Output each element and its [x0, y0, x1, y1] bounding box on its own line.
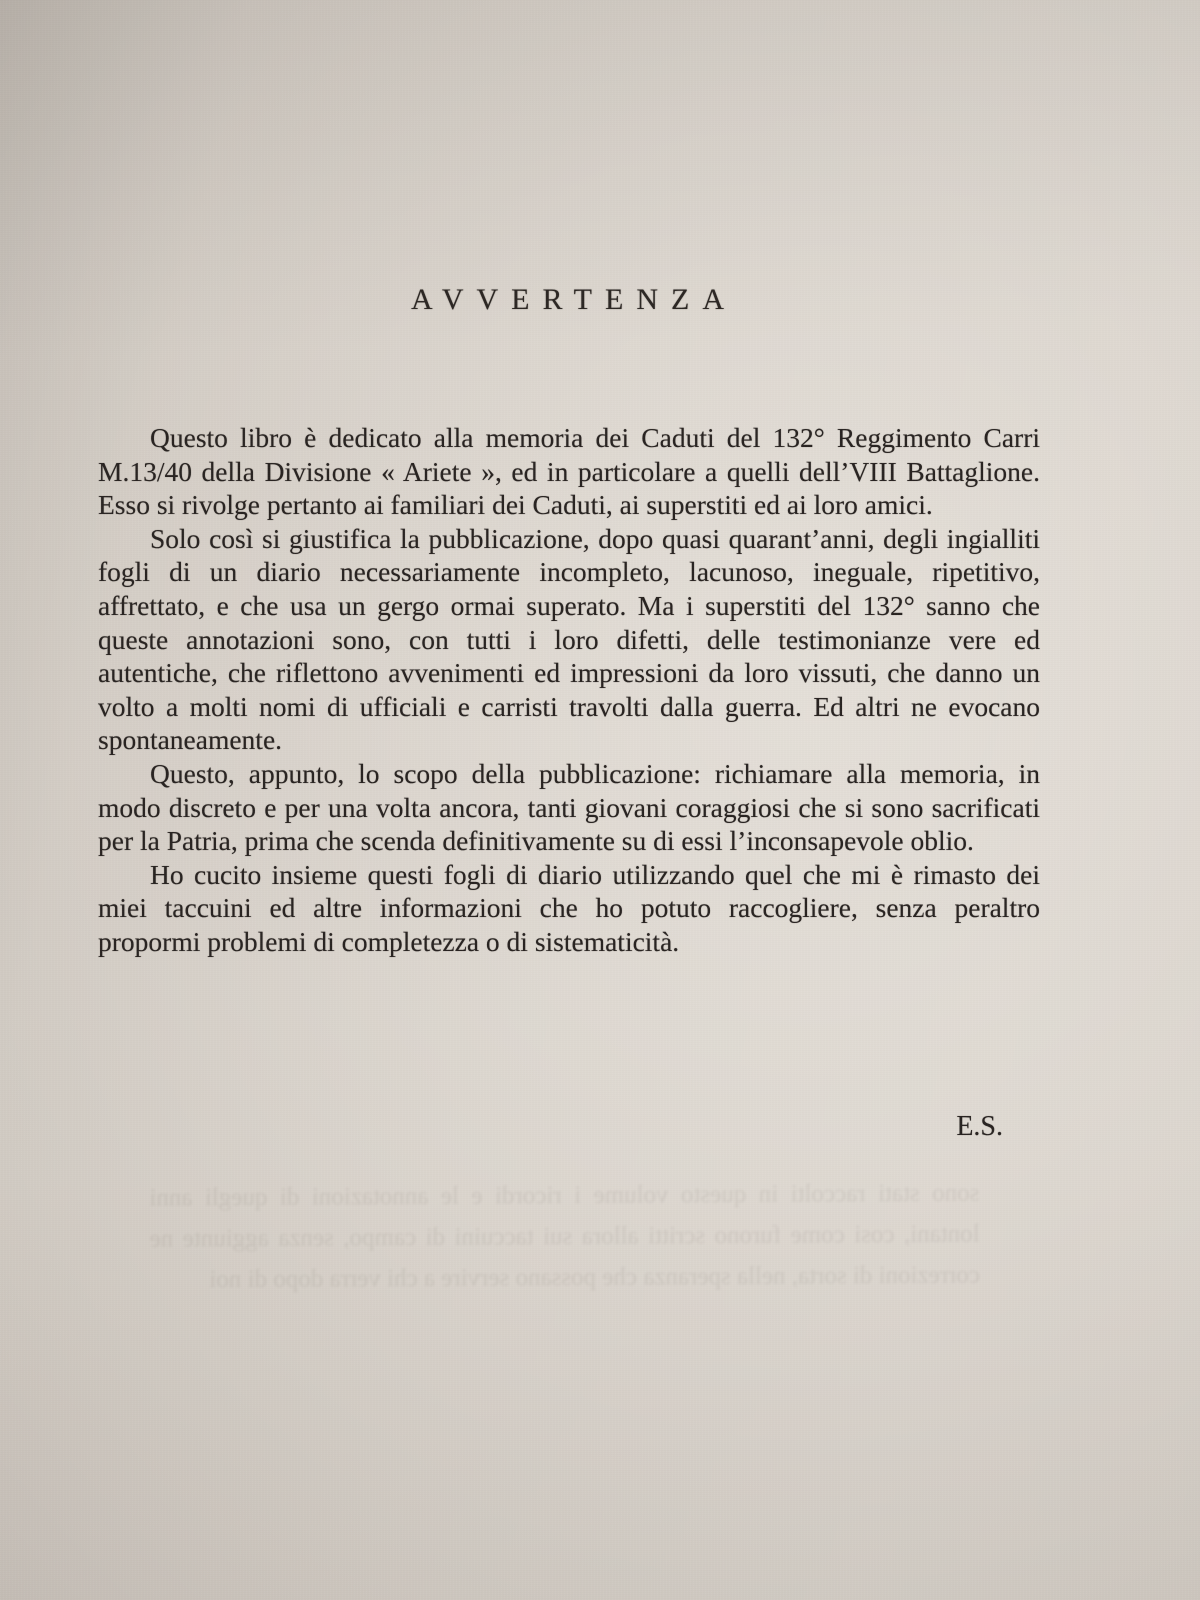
author-initials: E.S.	[956, 1111, 1003, 1142]
paragraph-2: Solo così si giustifica la pubblicazione, dopo quasi quarant’anni, degli ingialliti fogli di un diario necessariamente incompleto, lacunoso, ineguale, ripetitivo, affrettato, e che usa un gergo ormai superato. Ma i superstiti del 132° sanno che queste annotazioni sono, con tutti i loro difetti, delle testimonianze vere ed autentiche, che riflettono avvenimenti ed impressioni da loro vissuti, che danno un volto a molti nomi di ufficiali e carristi travolti dalla guerra. Ed altri ne evocano spontaneamente.	[98, 522, 1040, 756]
paragraph-1: Questo libro è dedicato alla memoria dei Caduti del 132° Reggimento Carri M.13/40 della Divisione « Ariete », ed in particolare a quelli dell’VIII Battaglione. Esso si rivolge pertanto ai familiari dei Caduti, ai superstiti ed ai loro amici.	[98, 422, 1040, 521]
paragraph-3: Questo, appunto, lo scopo della pubblicazione: richiamare alla memoria, in modo discreto e per una volta ancora, tanti giovani coraggiosi che si sono sacrificati per la Patria, prima che scenda definitivamente su di essi l’inconsapevole oblio.	[98, 757, 1040, 857]
paragraph-4: Ho cucito insieme questi fogli di diario utilizzando quel che mi è rimasto dei miei taccuini ed altre informazioni che ho potuto raccogliere, senza peraltro propormi problemi di completezza o di sistematicità.	[98, 858, 1040, 957]
verso-showthrough-text: sono stati raccolti in questo volume i ricordi e le annotazioni di quegli anni lontani, cosi come furono scritti allora sui taccuini di campo, senza aggiunte ne correzioni di sorta, nella speranza che possano servire a chi verra dopo di noi	[149, 1179, 980, 1294]
page-title: AVVERTENZA	[411, 283, 737, 316]
body-text	[98, 421, 1040, 959]
